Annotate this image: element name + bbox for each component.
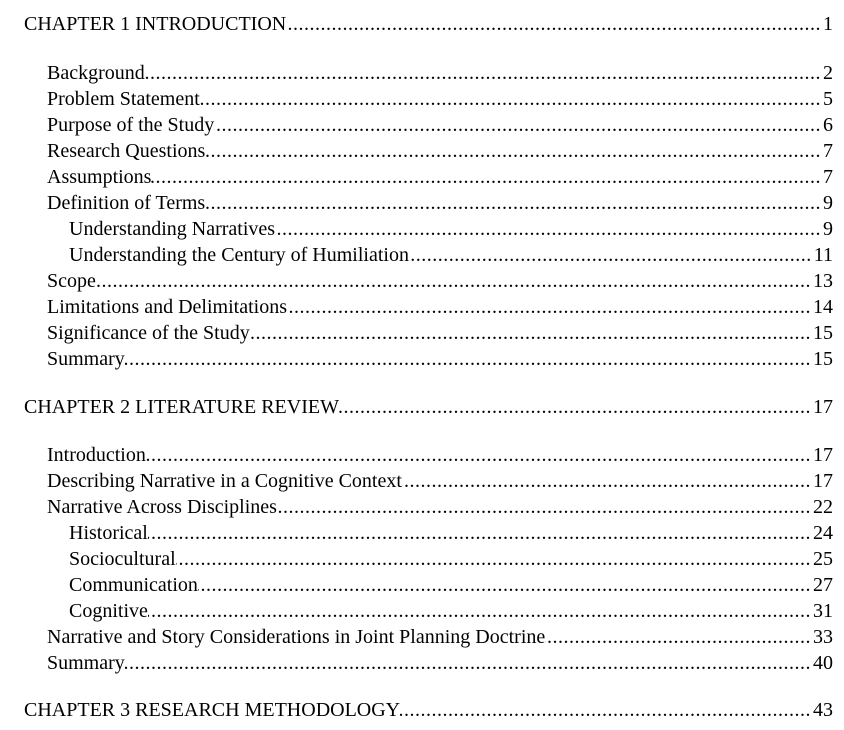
toc-entry-label: Definition of Terms xyxy=(47,192,206,214)
dot-leader xyxy=(277,494,813,520)
toc-page-number: 33 xyxy=(813,626,833,648)
toc-chapter-3[interactable] xyxy=(24,697,833,723)
dot-leader xyxy=(287,294,813,320)
dot-leader xyxy=(409,242,814,268)
dot-leader xyxy=(145,60,823,86)
toc-entry-label: Summary xyxy=(47,348,125,370)
toc-entry-label: Narrative Across Disciplines xyxy=(47,496,277,518)
dot-leader xyxy=(176,546,813,572)
toc-chapter-2[interactable] xyxy=(24,394,833,420)
dot-leader xyxy=(151,164,823,190)
dot-leader xyxy=(125,346,813,372)
toc-entry-summary[interactable] xyxy=(47,650,833,676)
toc-page-number: 25 xyxy=(813,548,833,570)
dot-leader xyxy=(96,268,813,294)
toc-entry-label: Historical xyxy=(69,522,148,544)
toc-entry-summary[interactable] xyxy=(47,346,833,372)
toc-page-number: 7 xyxy=(823,140,833,162)
toc-entry-introduction[interactable] xyxy=(47,442,833,468)
toc-entry-label: Understanding Narratives xyxy=(69,218,276,240)
toc-page-number: 24 xyxy=(813,522,833,544)
toc-page-number: 9 xyxy=(823,218,833,240)
toc-page-number: 11 xyxy=(813,244,833,266)
toc-page-number: 27 xyxy=(813,574,833,596)
toc-page-number: 2 xyxy=(823,62,833,84)
dot-leader xyxy=(250,320,813,346)
toc-entry-describing-narrative[interactable] xyxy=(47,468,833,494)
dot-leader xyxy=(198,572,813,598)
toc-page-number: 1 xyxy=(823,13,833,35)
toc-page-number: 17 xyxy=(813,396,833,418)
dot-leader xyxy=(200,86,823,112)
toc-entry-label: Significance of the Study xyxy=(47,322,250,344)
toc-entry-understanding-century-of-humiliation[interactable] xyxy=(69,242,833,268)
toc-entry-background[interactable] xyxy=(47,60,833,86)
toc-page-number: 6 xyxy=(823,114,833,136)
toc-page-number: 14 xyxy=(813,296,833,318)
dot-leader xyxy=(339,394,813,420)
toc-entry-definition-of-terms[interactable] xyxy=(47,190,833,216)
dot-leader xyxy=(125,650,813,676)
toc-page-number: 15 xyxy=(813,348,833,370)
toc-entry-label: Introduction xyxy=(47,444,146,466)
toc-page-number: 5 xyxy=(823,88,833,110)
toc-entry-label: Limitations and Delimitations xyxy=(47,296,287,318)
toc-entry-problem-statement[interactable] xyxy=(47,86,833,112)
dot-leader xyxy=(205,190,823,216)
toc-entry-narrative-across-disciplines[interactable] xyxy=(47,494,833,520)
toc-page-number: 17 xyxy=(813,470,833,492)
toc-entry-limitations-and-delimitations[interactable] xyxy=(47,294,833,320)
toc-entry-label: Problem Statement xyxy=(47,88,200,110)
dot-leader xyxy=(146,442,813,468)
toc-chapter-title: CHAPTER 2 LITERATURE REVIEW xyxy=(24,396,339,418)
toc-chapter-title: CHAPTER 3 RESEARCH METHODOLOGY xyxy=(24,699,401,721)
dot-leader xyxy=(148,520,813,546)
toc-entry-label: Purpose of the Study xyxy=(47,114,215,136)
toc-page-number: 13 xyxy=(813,270,833,292)
toc-entry-label: Cognitive xyxy=(69,600,148,622)
toc-entry-label: Narrative and Story Considerations in Joint Planning Doctrine xyxy=(47,626,546,648)
dot-leader xyxy=(205,138,823,164)
toc-entry-understanding-narratives[interactable] xyxy=(69,216,833,242)
toc-entry-label: Assumptions xyxy=(47,166,152,188)
toc-chapter-1[interactable] xyxy=(24,11,833,37)
toc-entry-label: Summary xyxy=(47,652,125,674)
toc-page-number: 40 xyxy=(813,652,833,674)
toc-page-number: 7 xyxy=(823,166,833,188)
toc-entry-label: Sociocultural xyxy=(69,548,176,570)
toc-entry-label: Describing Narrative in a Cognitive Context xyxy=(47,470,402,492)
toc-page-number: 22 xyxy=(813,496,833,518)
toc-page-number: 43 xyxy=(813,699,833,721)
toc-entry-significance-of-the-study[interactable] xyxy=(47,320,833,346)
dot-leader xyxy=(214,112,823,138)
toc-entry-label: Communication xyxy=(69,574,198,596)
toc-page-number: 9 xyxy=(823,192,833,214)
toc-entry-label: Research Questions xyxy=(47,140,206,162)
dot-leader xyxy=(400,697,813,723)
toc-entry-research-questions[interactable] xyxy=(47,138,833,164)
toc-page-number: 15 xyxy=(813,322,833,344)
toc-entry-label: Understanding the Century of Humiliation xyxy=(69,244,409,266)
toc-entry-communication[interactable] xyxy=(69,572,833,598)
dot-leader xyxy=(545,624,813,650)
toc-page-number: 17 xyxy=(813,444,833,466)
toc-entry-label: Background xyxy=(47,62,145,84)
toc-entry-sociocultural[interactable] xyxy=(69,546,833,572)
toc-entry-assumptions[interactable] xyxy=(47,164,833,190)
toc-chapter-title: CHAPTER 1 INTRODUCTION xyxy=(24,13,287,35)
toc-entry-label: Scope xyxy=(47,270,96,292)
toc-entry-historical[interactable] xyxy=(69,520,833,546)
toc-entry-narrative-and-story-considerations[interactable] xyxy=(47,624,833,650)
toc-entry-purpose-of-the-study[interactable] xyxy=(47,112,833,138)
dot-leader xyxy=(275,216,823,242)
toc-entry-scope[interactable] xyxy=(47,268,833,294)
toc-entry-cognitive[interactable] xyxy=(69,598,833,624)
toc-page-number: 31 xyxy=(813,600,833,622)
dot-leader xyxy=(148,598,813,624)
dot-leader xyxy=(286,11,823,37)
dot-leader xyxy=(402,468,813,494)
